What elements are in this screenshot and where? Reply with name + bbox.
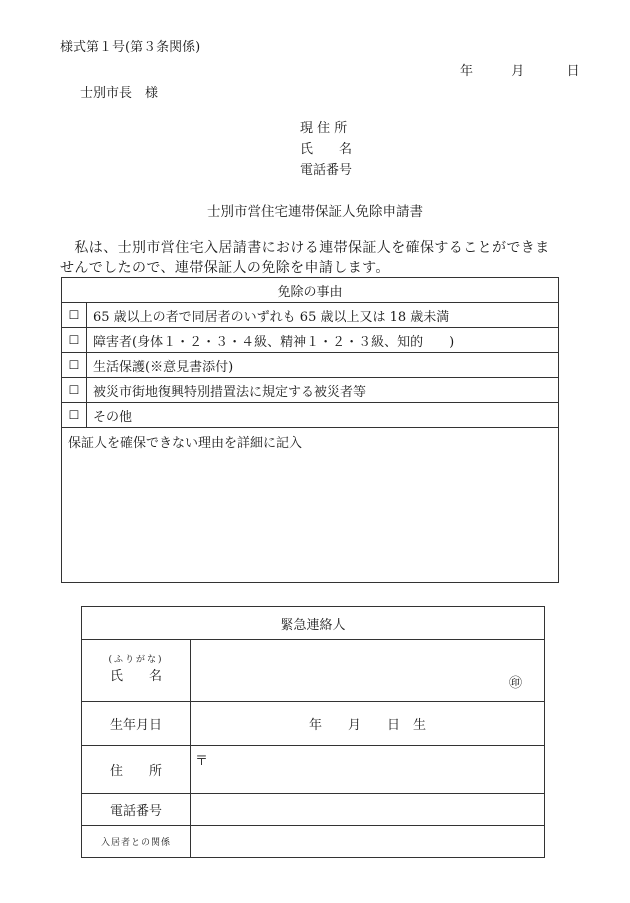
reason-row — [62, 353, 559, 378]
reason-label: その他 — [87, 403, 559, 428]
applicant-phone-label: 電話番号 — [300, 163, 353, 178]
date-line — [460, 60, 580, 79]
applicant-name-label: 氏 名 — [300, 142, 353, 157]
date-day: 日 — [566, 64, 580, 79]
reason-row — [62, 403, 559, 428]
reason-detail-field[interactable] — [62, 428, 559, 583]
body-text: 私は、士別市営住宅入居請書における連帯保証人を確保することができませんでしたので、連帯保証人の免除を申請します。 — [60, 240, 550, 276]
reason-checkbox[interactable]: ☐ — [62, 403, 87, 428]
relation-label: 入居者との関係 — [82, 826, 191, 858]
reason-checkbox[interactable]: ☐ — [62, 353, 87, 378]
birthdate-field[interactable] — [191, 702, 545, 746]
date-month: 月 — [511, 64, 525, 79]
reason-label: 障害者(身体１・２・３・４級、精神１・２・３級、知的 ) — [87, 328, 559, 353]
reason-row — [62, 303, 559, 328]
emergency-name-label: 氏 名 — [109, 668, 162, 684]
reason-row — [62, 378, 559, 403]
date-year: 年 — [460, 64, 474, 79]
document-title: 士別市営住宅連帯保証人免除申請書 — [207, 204, 423, 220]
reason-checkbox[interactable]: ☐ — [62, 378, 87, 403]
reason-checkbox[interactable]: ☐ — [62, 303, 87, 328]
exemption-reasons-table — [61, 277, 559, 583]
emergency-contact-table — [81, 606, 545, 858]
reason-detail-label: 保証人を確保できない理由を詳細に記入 — [68, 436, 303, 451]
seal-icon: ㊞ — [508, 676, 522, 691]
emergency-name-field[interactable] — [191, 640, 545, 702]
form-number: 様式第１号(第３条関係) — [60, 40, 201, 55]
emergency-header: 緊急連絡人 — [82, 607, 545, 640]
reason-label: 生活保護(※意見書添付) — [87, 353, 559, 378]
emergency-address-field[interactable] — [191, 746, 545, 794]
furigana-label: (ふりがな) — [108, 654, 164, 665]
reason-row — [62, 328, 559, 353]
reasons-header: 免除の事由 — [62, 278, 559, 303]
relation-field[interactable] — [191, 826, 545, 858]
emergency-address-label: 住 所 — [82, 746, 191, 794]
addressee: 士別市長 様 — [80, 86, 159, 101]
emergency-phone-field[interactable] — [191, 794, 545, 826]
reason-label: 被災市街地復興特別措置法に規定する被災者等 — [87, 378, 559, 403]
applicant-address-label: 現 住 所 — [300, 121, 348, 136]
birthdate-value: 年 月 日 生 — [308, 718, 426, 733]
reason-checkbox[interactable]: ☐ — [62, 328, 87, 353]
postal-mark-icon: 〒 — [195, 754, 209, 769]
reason-label: 65 歳以上の者で同居者のいずれも 65 歳以上又は 18 歳未満 — [87, 303, 559, 328]
emergency-phone-label: 電話番号 — [82, 794, 191, 826]
applicant-fields — [300, 118, 352, 181]
birthdate-label: 生年月日 — [82, 702, 191, 746]
emergency-name-label-cell — [82, 640, 191, 702]
